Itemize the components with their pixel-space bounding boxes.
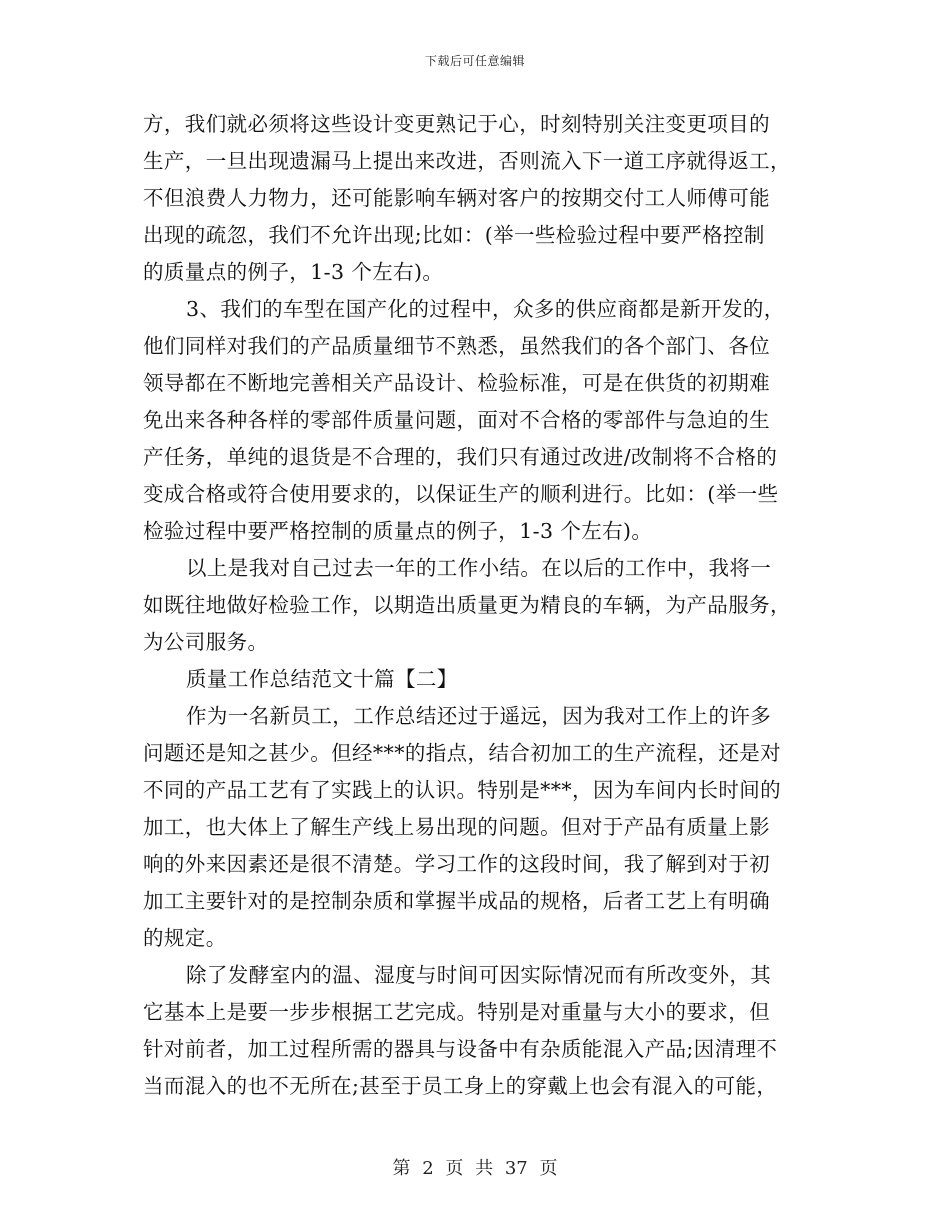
text-line: 领导都在不断地完善相关产品设计、检验标准，可是在供货的初期难 (143, 371, 770, 395)
text-line: 加工主要针对的是控制杂质和掌握半成品的规格，后者工艺上有明确 (143, 889, 770, 913)
text-line: 当而混入的也不无所在;甚至于员工身上的穿戴上也会有混入的可能， (143, 1074, 778, 1098)
text-line: 检验过程中要严格控制的质量点的例子，1-3 个左右)。 (143, 519, 653, 543)
paragraph-first-line: 以上是我对自己过去一年的工作小结。在以后的工作中，我将一 (186, 556, 772, 580)
text-line: 免出来各种各样的零部件质量问题，面对不合格的零部件与急迫的生 (143, 408, 770, 432)
text-line: 产任务，单纯的退货是不合理的，我们只有通过改进/改制将不合格的 (143, 445, 778, 469)
paragraph-first-line: 作为一名新员工，工作总结还过于遥远，因为我对工作上的许多 (186, 704, 772, 728)
text-line: 变成合格或符合使用要求的，以保证生产的顺利进行。比如：(举一些 (143, 482, 779, 506)
text-line: 加工，也大体上了解生产线上易出现的问题。但对于产品有质量上影 (143, 815, 770, 839)
document-body (143, 106, 811, 1105)
text-line: 生产，一旦出现遗漏马上提出来改进，否则流入下一道工序就得返工， (143, 149, 791, 173)
text-line: 的规定。 (143, 926, 227, 950)
text-line: 它基本上是要一步步根据工艺完成。特别是对重量与大小的要求，但 (143, 1000, 770, 1024)
page-header: 下载后可任意编辑 (424, 54, 525, 68)
text-line: 方，我们就必须将这些设计变更熟记于心，时刻特别关注变更项目的 (143, 112, 770, 136)
text-line: 为公司服务。 (143, 630, 269, 654)
text-line: 响的外来因素还是很不清楚。学习工作的这段时间，我了解到对于初 (143, 852, 770, 876)
text-line: 如既往地做好检验工作，以期造出质量更为精良的车辆，为产品服务， (143, 593, 791, 617)
text-line: 不但浪费人力物力，还可能影响车辆对客户的按期交付工人师傅可能 (143, 186, 770, 210)
paragraph-first-line: 3、我们的车型在国产化的过程中，众多的供应商都是新开发的， (186, 297, 785, 321)
text-line: 出现的疏忽，我们不允许出现;比如：(举一些检验过程中要严格控制 (143, 223, 765, 247)
text-line: 他们同样对我们的产品质量细节不熟悉，虽然我们的各个部门、各位 (143, 334, 770, 358)
section-heading: 质量工作总结范文十篇【二】 (186, 667, 458, 691)
text-line: 针对前者，加工过程所需的器具与设备中有杂质能混入产品;因清理不 (143, 1037, 778, 1061)
text-line: 问题还是知之甚少。但经***的指点，结合初加工的生产流程，还是对 (143, 741, 782, 765)
text-line: 不同的产品工艺有了实践上的认识。特别是***，因为车间内长时间的 (143, 778, 782, 802)
text-line: 的质量点的例子，1-3 个左右)。 (143, 260, 444, 284)
page-number-footer: 第 2 页 共 37 页 (392, 1158, 558, 1179)
paragraph-first-line: 除了发酵室内的温、湿度与时间可因实际情况而有所改变外，其 (186, 963, 772, 987)
